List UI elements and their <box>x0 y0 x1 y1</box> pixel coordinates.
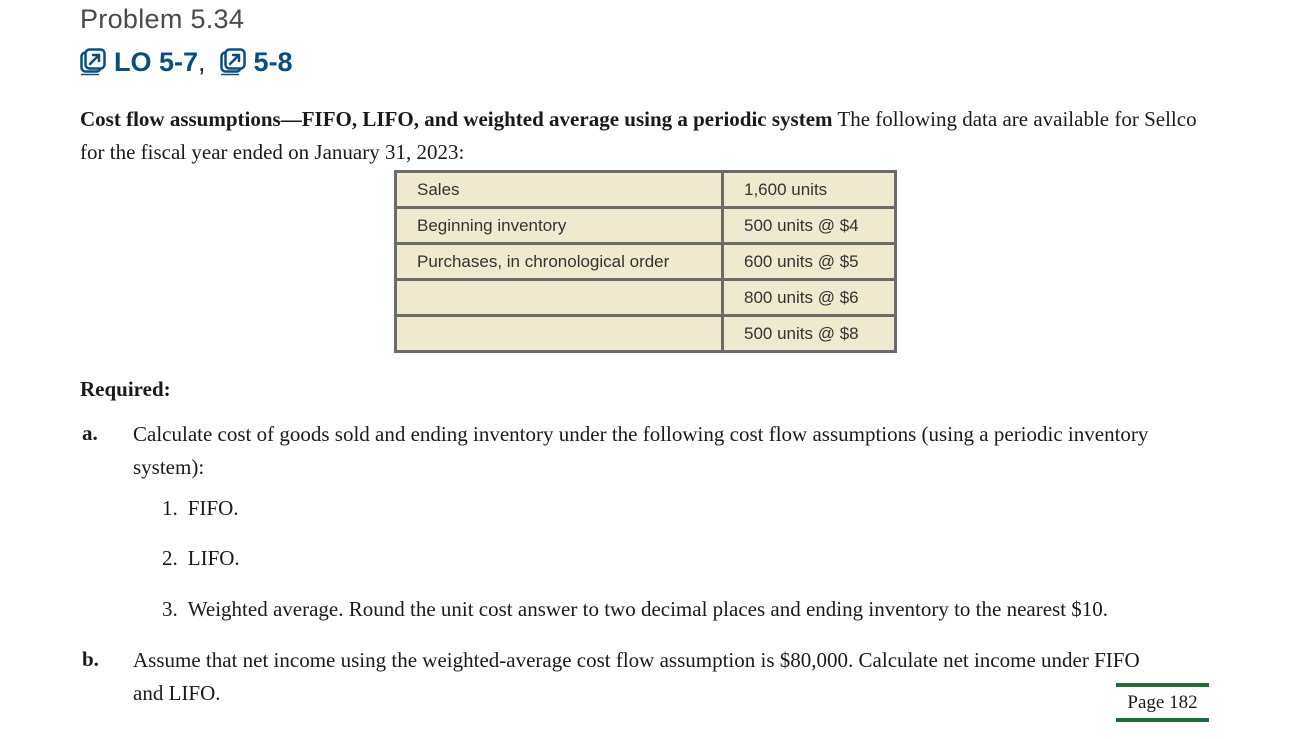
lo-separator: , <box>198 46 206 77</box>
sub-item-text: Weighted average. Round the unit cost answer to two decimal places and ending inventory to the nearest $10. <box>187 597 1109 621</box>
table-cell-label: Beginning inventory <box>396 208 723 244</box>
learning-objectives <box>80 42 293 82</box>
requirement-b-text: Assume that net income using the weighted-average cost flow assumption is $80,000. Calculate net income under FIFO and LIFO. <box>133 648 1140 705</box>
table-cell-label <box>396 316 723 352</box>
requirement-b-letter: b. <box>82 647 99 671</box>
table-cell-value: 1,600 units <box>723 172 896 208</box>
required-heading: Required: <box>80 377 171 401</box>
table-row <box>396 208 896 244</box>
table-row <box>396 244 896 280</box>
sub-item-number: 2. <box>162 546 178 570</box>
lo-5-7-label: LO 5-7 <box>114 46 199 77</box>
sub-item-text: FIFO. <box>187 496 239 520</box>
sub-item-weighted-average <box>162 597 1108 622</box>
problem-intro <box>80 103 1210 169</box>
table-cell-value: 800 units @ $6 <box>723 280 896 316</box>
sub-item-lifo <box>162 546 240 571</box>
external-link-icon <box>220 48 246 76</box>
sub-item-number: 3. <box>162 597 178 621</box>
external-link-icon <box>80 48 106 76</box>
requirement-a-letter: a. <box>82 421 98 445</box>
page-marker: Page 182 <box>1116 683 1209 722</box>
problem-heading: Cost flow assumptions—FIFO, LIFO, and weighted average using a periodic system <box>80 107 833 131</box>
table-cell-value: 500 units @ $4 <box>723 208 896 244</box>
table-cell-value: 600 units @ $5 <box>723 244 896 280</box>
problem-intro-text: The following data are available for Sellco for the fiscal year ended on January 31, 2023: <box>80 107 1197 164</box>
lo-5-7-link[interactable] <box>80 47 198 78</box>
table-cell-label: Purchases, in chronological order <box>396 244 723 280</box>
lo-5-8-label: 5-8 <box>253 46 293 77</box>
sub-item-fifo <box>162 496 239 521</box>
table-cell-label <box>396 280 723 316</box>
table-row <box>396 280 896 316</box>
table-cell-value: 500 units @ $8 <box>723 316 896 352</box>
requirement-a-text: Calculate cost of goods sold and ending inventory under the following cost flow assumptions (using a periodic inventory system): <box>133 422 1149 479</box>
sub-item-number: 1. <box>162 496 178 520</box>
table-cell-label: Sales <box>396 172 723 208</box>
problem-title: Problem 5.34 <box>80 4 245 34</box>
lo-5-8-link[interactable] <box>220 47 293 78</box>
table-row <box>396 172 896 208</box>
sub-item-text: LIFO. <box>187 546 240 570</box>
data-table <box>394 170 897 353</box>
table-row <box>396 316 896 352</box>
